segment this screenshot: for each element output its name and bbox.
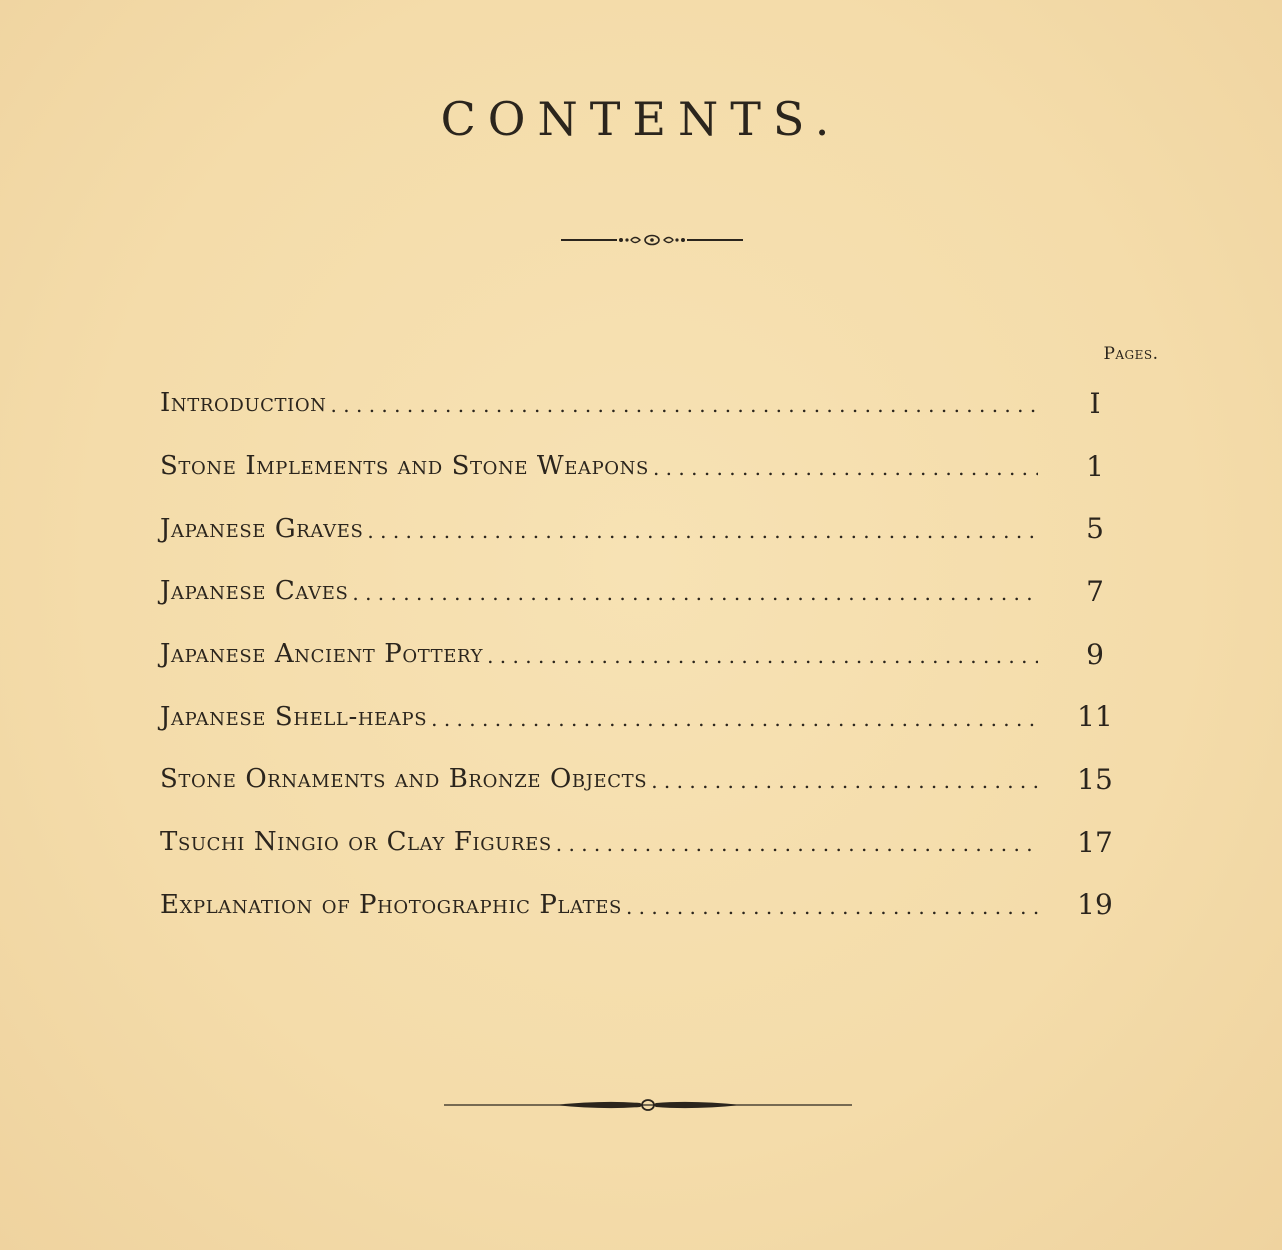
dot-leader [651,766,1038,792]
table-of-contents [160,372,1150,936]
ornament-divider-bottom-icon [444,1096,852,1114]
dot-leader [487,641,1038,667]
toc-row-introduction [160,372,1150,435]
dot-leader [331,390,1038,416]
toc-page-number: 9 [1086,637,1104,671]
toc-row-shell-heaps [160,685,1150,748]
toc-entry-label: Japanese Ancient Pottery [160,639,484,670]
toc-entry-label: Japanese Shell-heaps [160,701,428,732]
toc-row-photographic-plates [160,874,1150,937]
toc-page-number: 17 [1077,825,1113,859]
toc-row-clay-figures [160,811,1150,874]
toc-entry-label: Japanese Graves [160,513,364,544]
toc-page-number: 5 [1086,512,1104,546]
toc-row-ancient-pottery [160,623,1150,686]
toc-page-number: 1 [1086,449,1104,483]
toc-page-number: 19 [1077,888,1113,922]
toc-entry-label: Explanation of Photographic Plates [160,889,622,920]
toc-entry-label: Stone Ornaments and Bronze Objects [160,764,648,795]
toc-row-japanese-caves [160,560,1150,623]
dot-leader [367,516,1038,542]
dot-leader [556,829,1038,855]
toc-entry-label: Stone Implements and Stone Weapons [160,451,649,482]
dot-leader [352,578,1038,604]
dot-leader [653,453,1038,479]
toc-page-number: I [1089,386,1101,420]
toc-entry-label: Tsuchi Ningio or Clay Figures [160,827,552,858]
toc-row-stone-ornaments [160,748,1150,811]
toc-entry-label: Introduction [160,388,327,419]
toc-row-japanese-graves [160,497,1150,560]
ornament-divider-top-icon [561,232,743,248]
toc-entry-label: Japanese Caves [160,576,349,607]
toc-page-number: 7 [1086,574,1104,608]
page-title: CONTENTS. [440,92,842,146]
toc-page-number: 15 [1077,762,1113,796]
toc-row-stone-implements [160,435,1150,498]
dot-leader [626,892,1038,918]
dot-leader [431,704,1038,730]
toc-page-number: 11 [1077,700,1113,734]
pages-column-header: Pages. [1103,344,1159,364]
